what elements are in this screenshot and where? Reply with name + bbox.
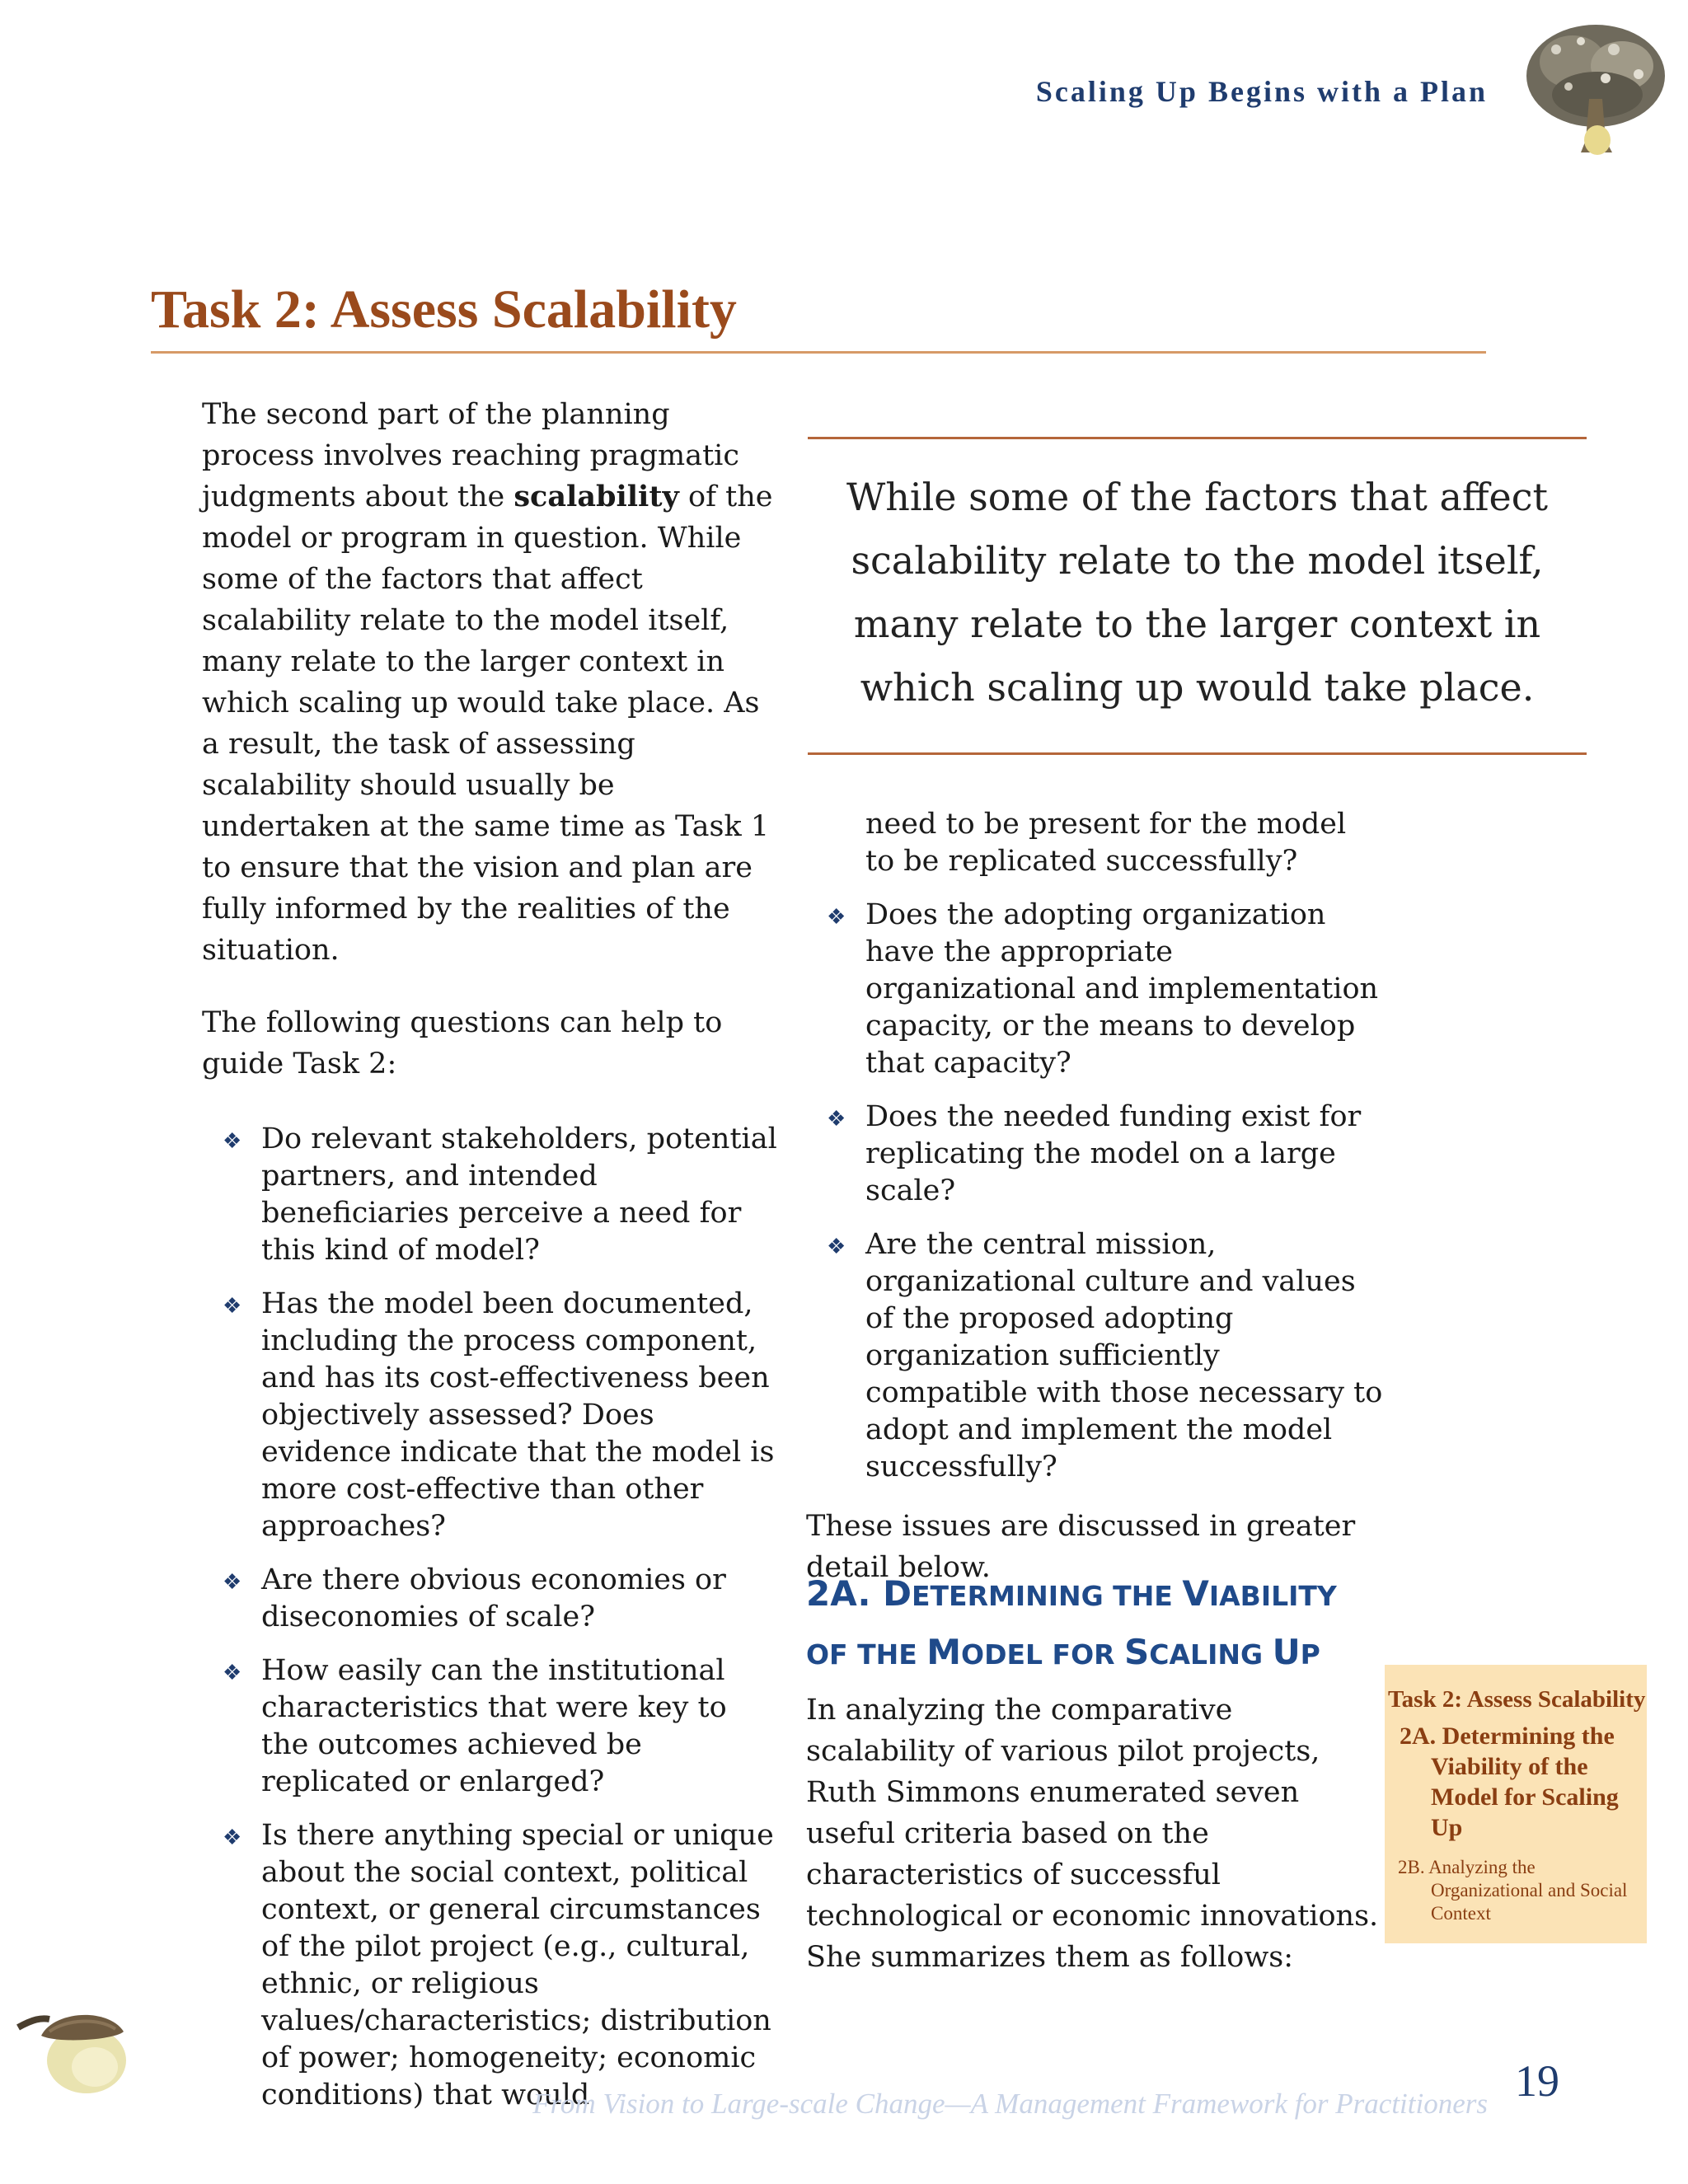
page-title: Task 2: Assess Scalability [151, 279, 737, 340]
acorn-icon [8, 1994, 132, 2097]
diamond-bullet-icon: ❖ [223, 1570, 242, 1595]
guide-paragraph: The following questions can help to guide Task 2: [202, 1006, 723, 1080]
closing-paragraph: These issues are discussed in greater detail below. [806, 1510, 1356, 1584]
list-item: ❖ Is there anything special or unique about the social context, political context, or general circumstances of the pilot project (e.g., cultural, ethnic, or religious values/characteristics; distribution of power; homogeneity; economic conditions) that would [223, 1819, 774, 2111]
list-item: ❖ How easily can the institutional characteristics that were key to the outcomes achieved be replicated or enlarged? [223, 1654, 727, 1798]
list-item: ❖ Are there obvious economies or diseconomies of scale? [223, 1563, 726, 1633]
pull-quote: While some of the factors that affect scalability relate to the model itself, many relate to the larger context in which scaling up would take place. [846, 475, 1549, 710]
quote-rule-bottom [808, 752, 1587, 755]
running-header: Scaling Up Begins with a Plan [1035, 75, 1488, 108]
toc-item-2a: 2A. Determining the Viability of the Model for Scaling Up [1400, 1722, 1619, 1841]
footer-book-title: From Vision to Large-scale Change—A Management Framework for Practitioners [532, 2088, 1488, 2120]
oak-tree-icon [1523, 16, 1668, 157]
analysis-paragraph: In analyzing the comparative scalability of various pilot projects, Ruth Simmons enumerated seven useful criteria based on the characteristics of successful technological or economic innovations. She summarizes them as follows: [806, 1694, 1379, 1974]
left-column [202, 394, 779, 2130]
diamond-bullet-icon: ❖ [827, 1235, 846, 1259]
diamond-bullet-icon: ❖ [827, 905, 846, 930]
question-list-right [806, 897, 1383, 1486]
intro-paragraph: The second part of the planning process involves reaching pragmatic judgments about the scalability of the model or program in question. While some of the factors that affect scalability relate to the model itself, many relate to the larger context in which scaling up would take place. As a result, the task of assessing scalability should usually be undertaken at the same time as Task 1 to ensure that the vision and plan are fully informed by the realities of the situation. [202, 398, 773, 967]
right-column [806, 806, 1383, 1588]
diamond-bullet-icon: ❖ [223, 1129, 242, 1154]
list-item: ❖ Does the adopting organization have the appropriate organizational and implementation capacity, or the means to develop that capacity? [827, 898, 1379, 1080]
diamond-bullet-icon: ❖ [223, 1825, 242, 1850]
diamond-bullet-icon: ❖ [223, 1294, 242, 1319]
subsection-heading: 2A. DETERMINING THE VIABILITY OF THE MODEL FOR SCALING UP [806, 1573, 1337, 1672]
analysis-paragraph-block [806, 1690, 1383, 1978]
list-item: ❖ Does the needed funding exist for replicating the model on a large scale? [827, 1100, 1362, 1207]
toc-heading: Task 2: Assess Scalability [1388, 1686, 1646, 1713]
list-item: ❖ Has the model been documented, including the process component, and has its cost-effectiveness been objectively assessed? Does evidence indicate that the model is more cost-effective than other approaches? [223, 1287, 775, 1543]
diamond-bullet-icon: ❖ [223, 1661, 242, 1685]
diamond-bullet-icon: ❖ [827, 1107, 846, 1132]
question-list-left [202, 1121, 779, 2114]
continued-question: need to be present for the model to be replicated successfully? [865, 808, 1347, 878]
list-item: ❖ Do relevant stakeholders, potential partners, and intended beneficiaries perceive a need for this kind of model? [223, 1122, 777, 1267]
title-divider [151, 351, 1486, 354]
scalability-term: scalability [513, 480, 679, 513]
quote-rule-top [808, 437, 1587, 439]
list-item: ❖ Are the central mission, organizational culture and values of the proposed adopting organization sufficiently compatible with those necessary to adopt and implement the model successfully? [827, 1228, 1383, 1483]
page-number: 19 [1515, 2056, 1559, 2106]
section-navigation-box [1385, 1665, 1647, 1943]
toc-item-2b: 2B. Analyzing the Organizational and Social Context [1398, 1857, 1628, 1924]
